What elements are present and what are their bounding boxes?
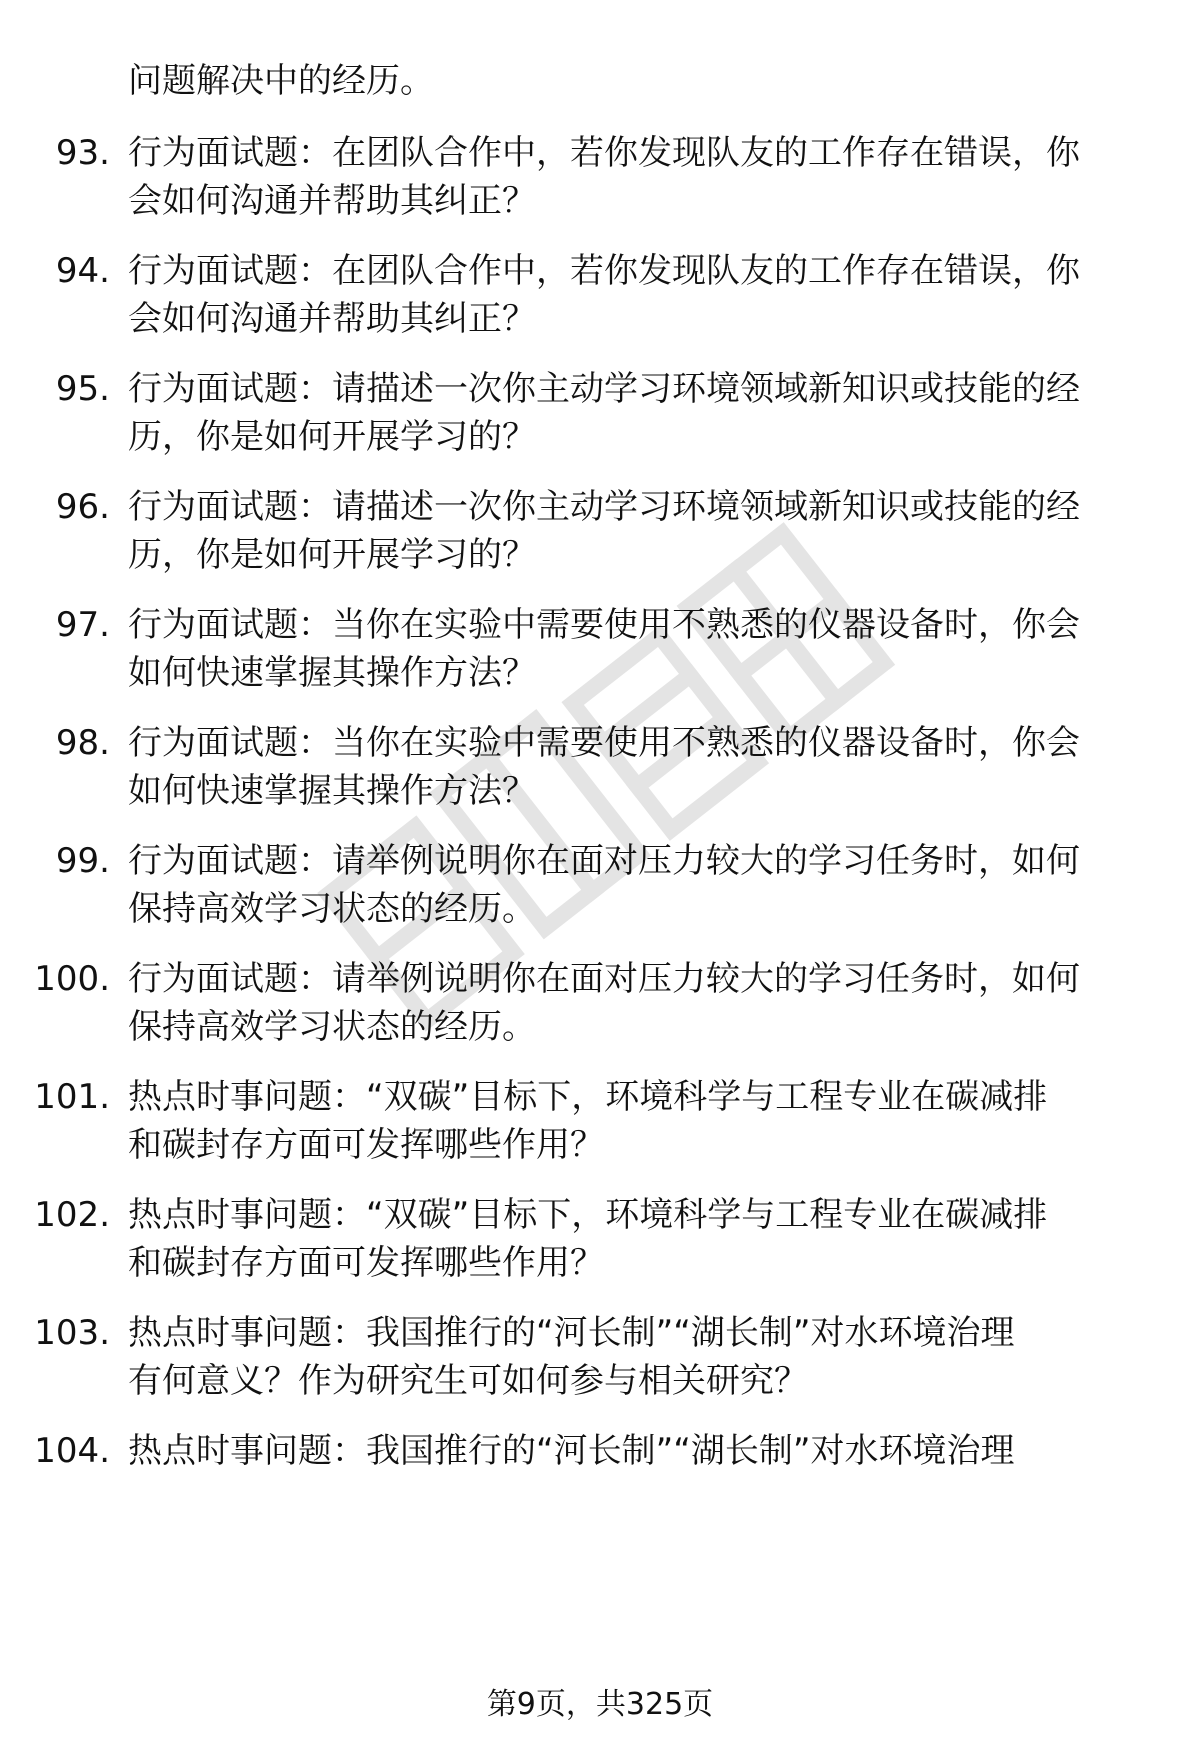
question-number: 103.	[34, 1313, 110, 1353]
continued-text: 问题解决中的经历。	[128, 61, 434, 101]
question-text: 行为面试题：当你在实验中需要使用不熟悉的仪器设备时，你会	[128, 723, 1080, 763]
question-text: 历，你是如何开展学习的？	[128, 535, 536, 575]
question-text: 行为面试题：请举例说明你在面对压力较大的学习任务时，如何	[128, 959, 1080, 999]
question-text: 会如何沟通并帮助其纠正？	[128, 299, 536, 339]
question-text: 行为面试题：当你在实验中需要使用不熟悉的仪器设备时，你会	[128, 605, 1080, 645]
question-number: 93.	[55, 133, 110, 173]
question-number: 99.	[55, 841, 110, 881]
question-text: 和碳封存方面可发挥哪些作用？	[128, 1243, 604, 1283]
question-number: 104.	[34, 1431, 110, 1471]
question-number: 100.	[34, 959, 110, 999]
question-text: 如何快速掌握其操作方法？	[128, 771, 536, 811]
question-text: 有何意义？作为研究生可如何参与相关研究？	[128, 1361, 808, 1401]
question-text: 保持高效学习状态的经历。	[128, 889, 536, 929]
page-footer: 第9页，共325页	[486, 1687, 714, 1722]
question-number: 98.	[55, 723, 110, 763]
question-text: 行为面试题：请描述一次你主动学习环境领域新知识或技能的经	[128, 369, 1080, 409]
question-number: 97.	[55, 605, 110, 645]
question-number: 102.	[34, 1195, 110, 1235]
question-number: 101.	[34, 1077, 110, 1117]
question-text: 热点时事问题：我国推行的“河长制”“湖长制”对水环境治理	[128, 1313, 1015, 1353]
question-text: 和碳封存方面可发挥哪些作用？	[128, 1125, 604, 1165]
question-text: 行为面试题：在团队合作中，若你发现队友的工作存在错误，你	[128, 133, 1080, 173]
question-text: 行为面试题：在团队合作中，若你发现队友的工作存在错误，你	[128, 251, 1080, 291]
question-text: 热点时事问题：“双碳”目标下，环境科学与工程专业在碳减排	[128, 1077, 1048, 1117]
question-text: 如何快速掌握其操作方法？	[128, 653, 536, 693]
question-text: 热点时事问题：我国推行的“河长制”“湖长制”对水环境治理	[128, 1431, 1015, 1471]
question-text: 历，你是如何开展学习的？	[128, 417, 536, 457]
question-text: 行为面试题：请描述一次你主动学习环境领域新知识或技能的经	[128, 487, 1080, 527]
question-text: 行为面试题：请举例说明你在面对压力较大的学习任务时，如何	[128, 841, 1080, 881]
question-number: 94.	[55, 251, 110, 291]
question-number: 95.	[55, 369, 110, 409]
question-text: 热点时事问题：“双碳”目标下，环境科学与工程专业在碳减排	[128, 1195, 1048, 1235]
question-text: 保持高效学习状态的经历。	[128, 1007, 536, 1047]
question-number: 96.	[55, 487, 110, 527]
question-text: 会如何沟通并帮助其纠正？	[128, 181, 536, 221]
